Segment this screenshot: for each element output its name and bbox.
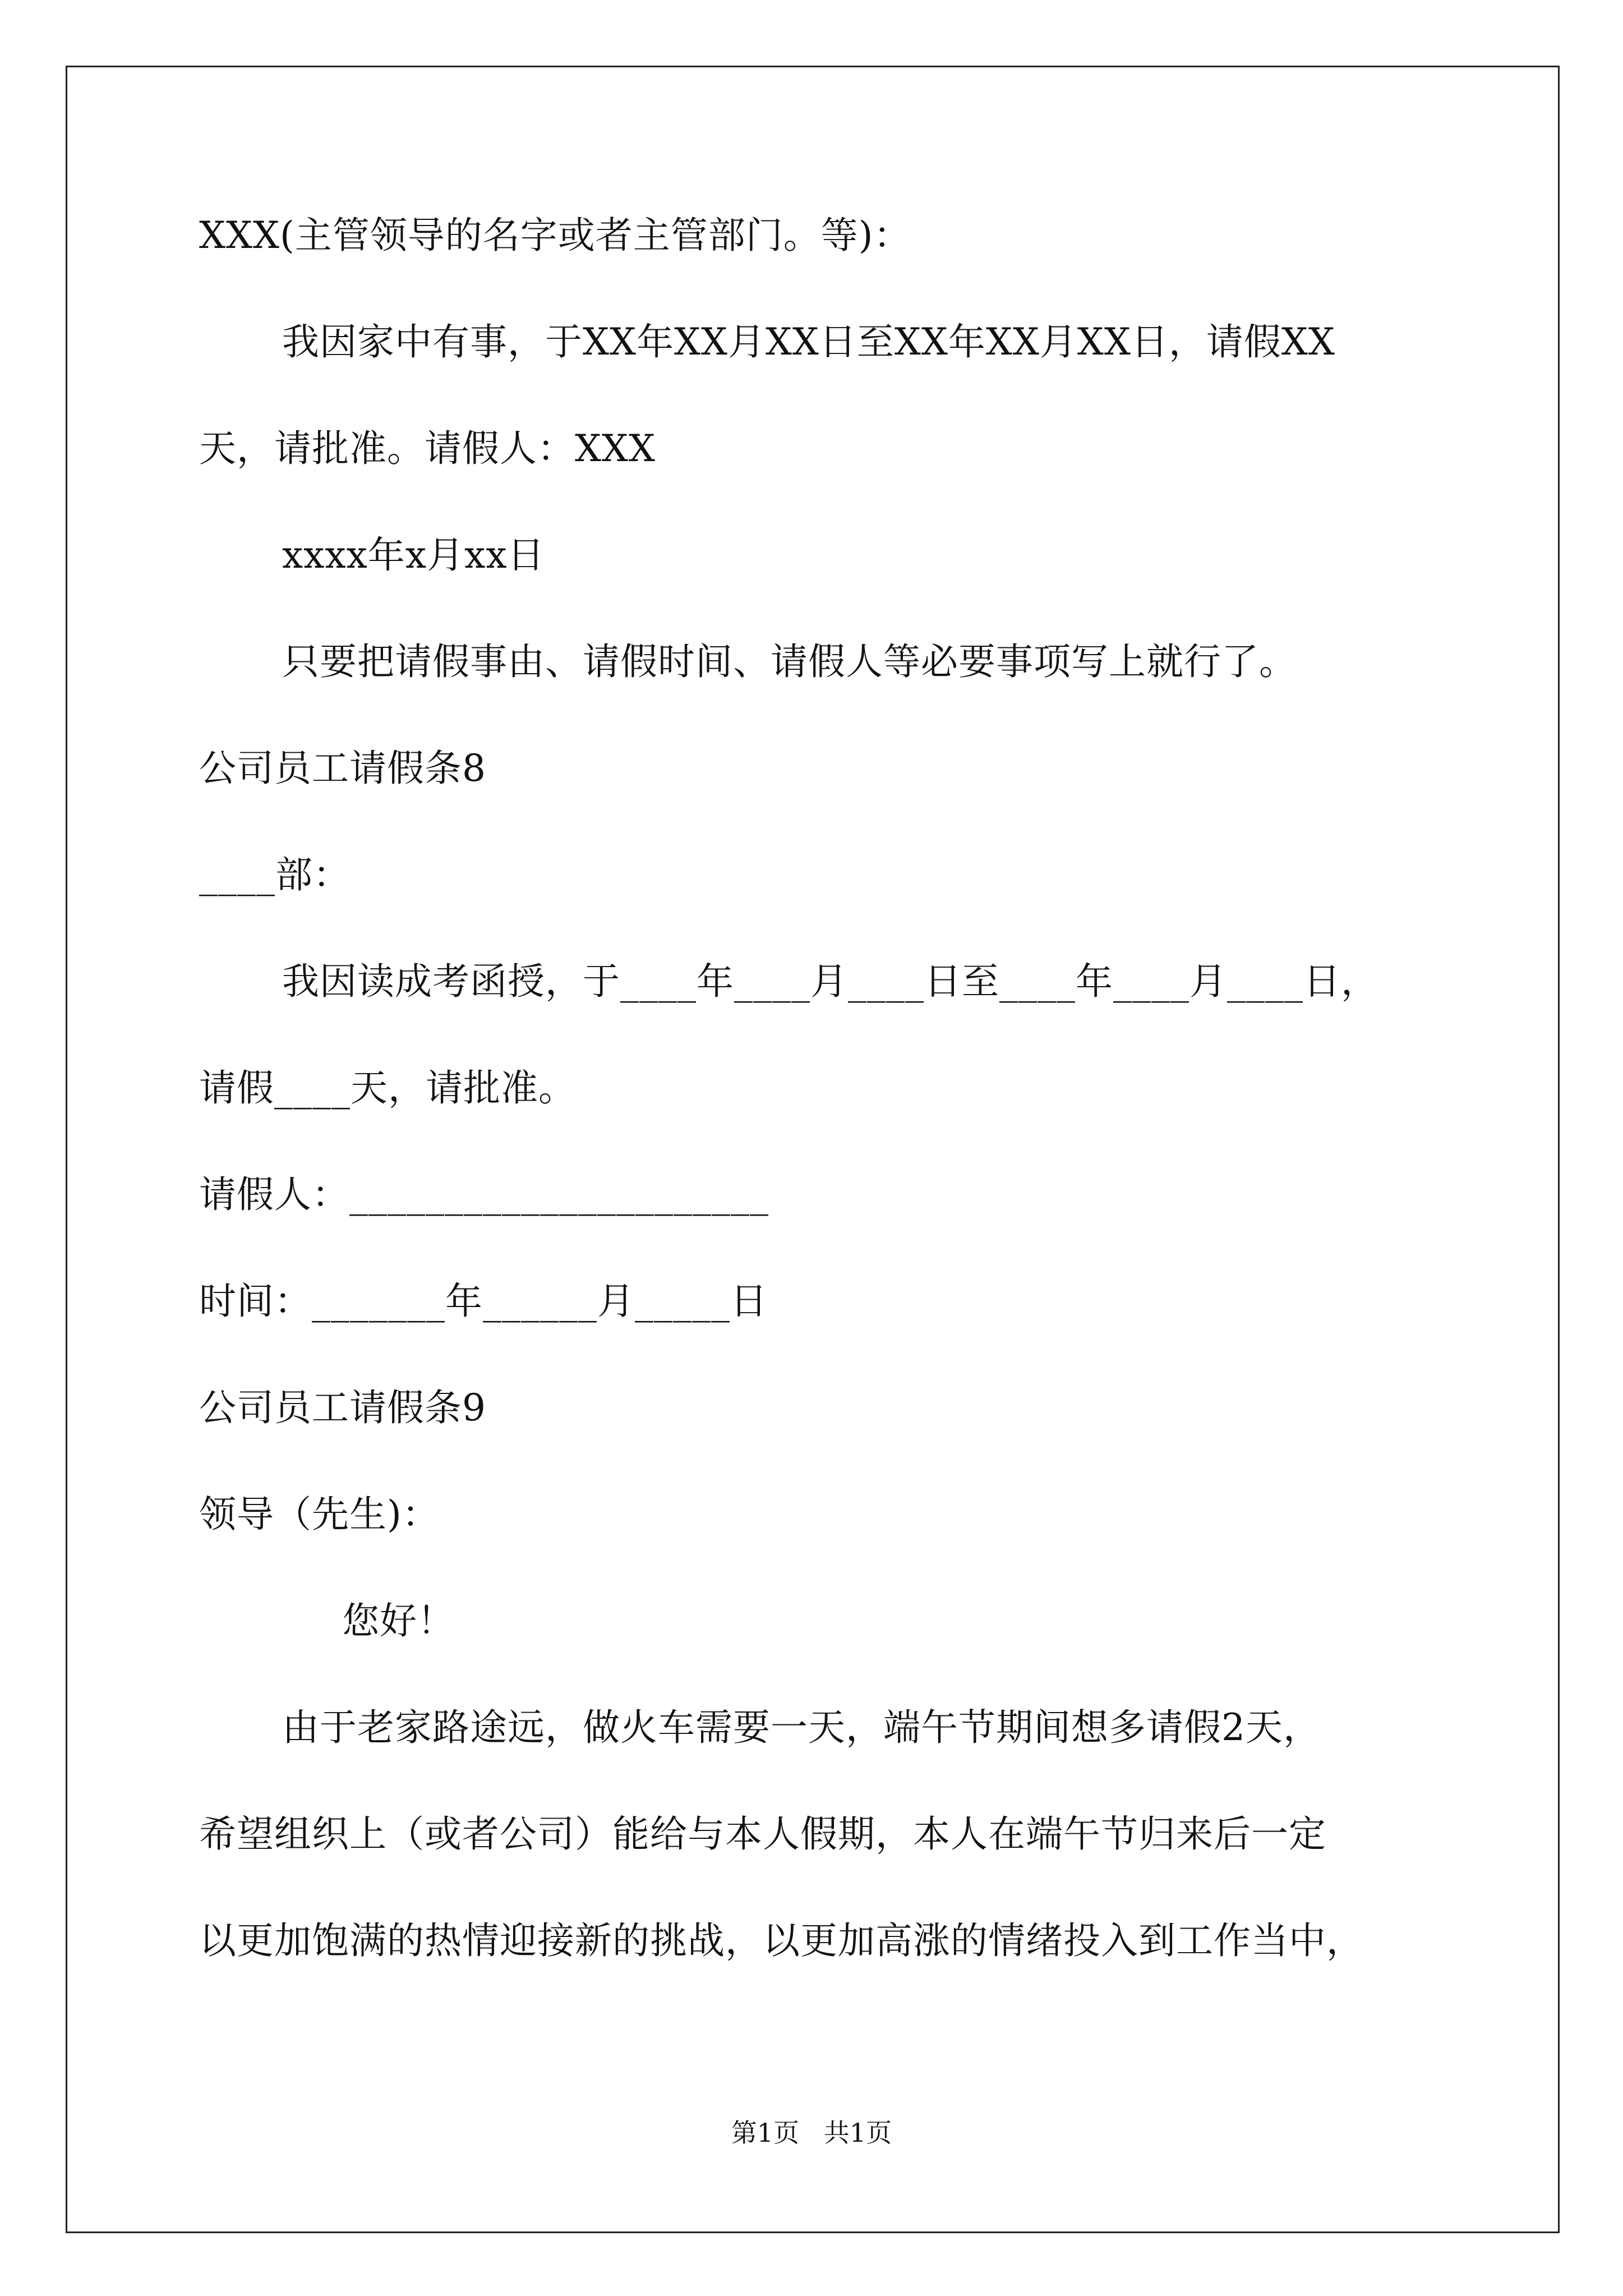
body-paragraph: 我因家中有事，于XX年XX月XX日至XX年XX月XX日，请假XX bbox=[282, 320, 1335, 364]
date-line: xxxx年x月xx日 bbox=[282, 533, 545, 577]
body-paragraph: 由于老家路途远，做火车需要一天，端午节期间想多请假2天， bbox=[282, 1706, 1321, 1749]
page-frame bbox=[66, 66, 1560, 2233]
body-paragraph-continued: 希望组织上（或者公司）能给与本人假期，本人在端午节归来后一定 bbox=[199, 1812, 1326, 1856]
time-line: 时间：_______年______月_____日 bbox=[199, 1280, 768, 1323]
note-paragraph: 只要把请假事由、请假时间、请假人等必要事项写上就行了。 bbox=[282, 640, 1297, 683]
body-paragraph-continued: 请假____天，请批准。 bbox=[199, 1066, 576, 1110]
salutation-line: XXX(主管领导的名字或者主管部门。等)： bbox=[199, 214, 911, 257]
body-paragraph-continued: 天，请批准。请假人：XXX bbox=[199, 427, 656, 470]
salutation-line: ____部： bbox=[199, 853, 351, 896]
greeting-line: 您好！ bbox=[342, 1599, 455, 1642]
salutation-line: 领导（先生)： bbox=[199, 1493, 440, 1536]
body-paragraph: 我因读成考函授，于____年____月____日至____年____月____日， bbox=[282, 960, 1378, 1003]
section-heading: 公司员工请假条8 bbox=[199, 747, 486, 790]
body-paragraph-continued: 以更加饱满的热情迎接新的挑战，以更加高涨的情绪投入到工作当中， bbox=[199, 1919, 1364, 1962]
page-footer: 第1页 共1页 bbox=[731, 2118, 892, 2148]
section-heading: 公司员工请假条9 bbox=[199, 1386, 486, 1429]
applicant-line: 请假人：______________________ bbox=[199, 1173, 769, 1216]
